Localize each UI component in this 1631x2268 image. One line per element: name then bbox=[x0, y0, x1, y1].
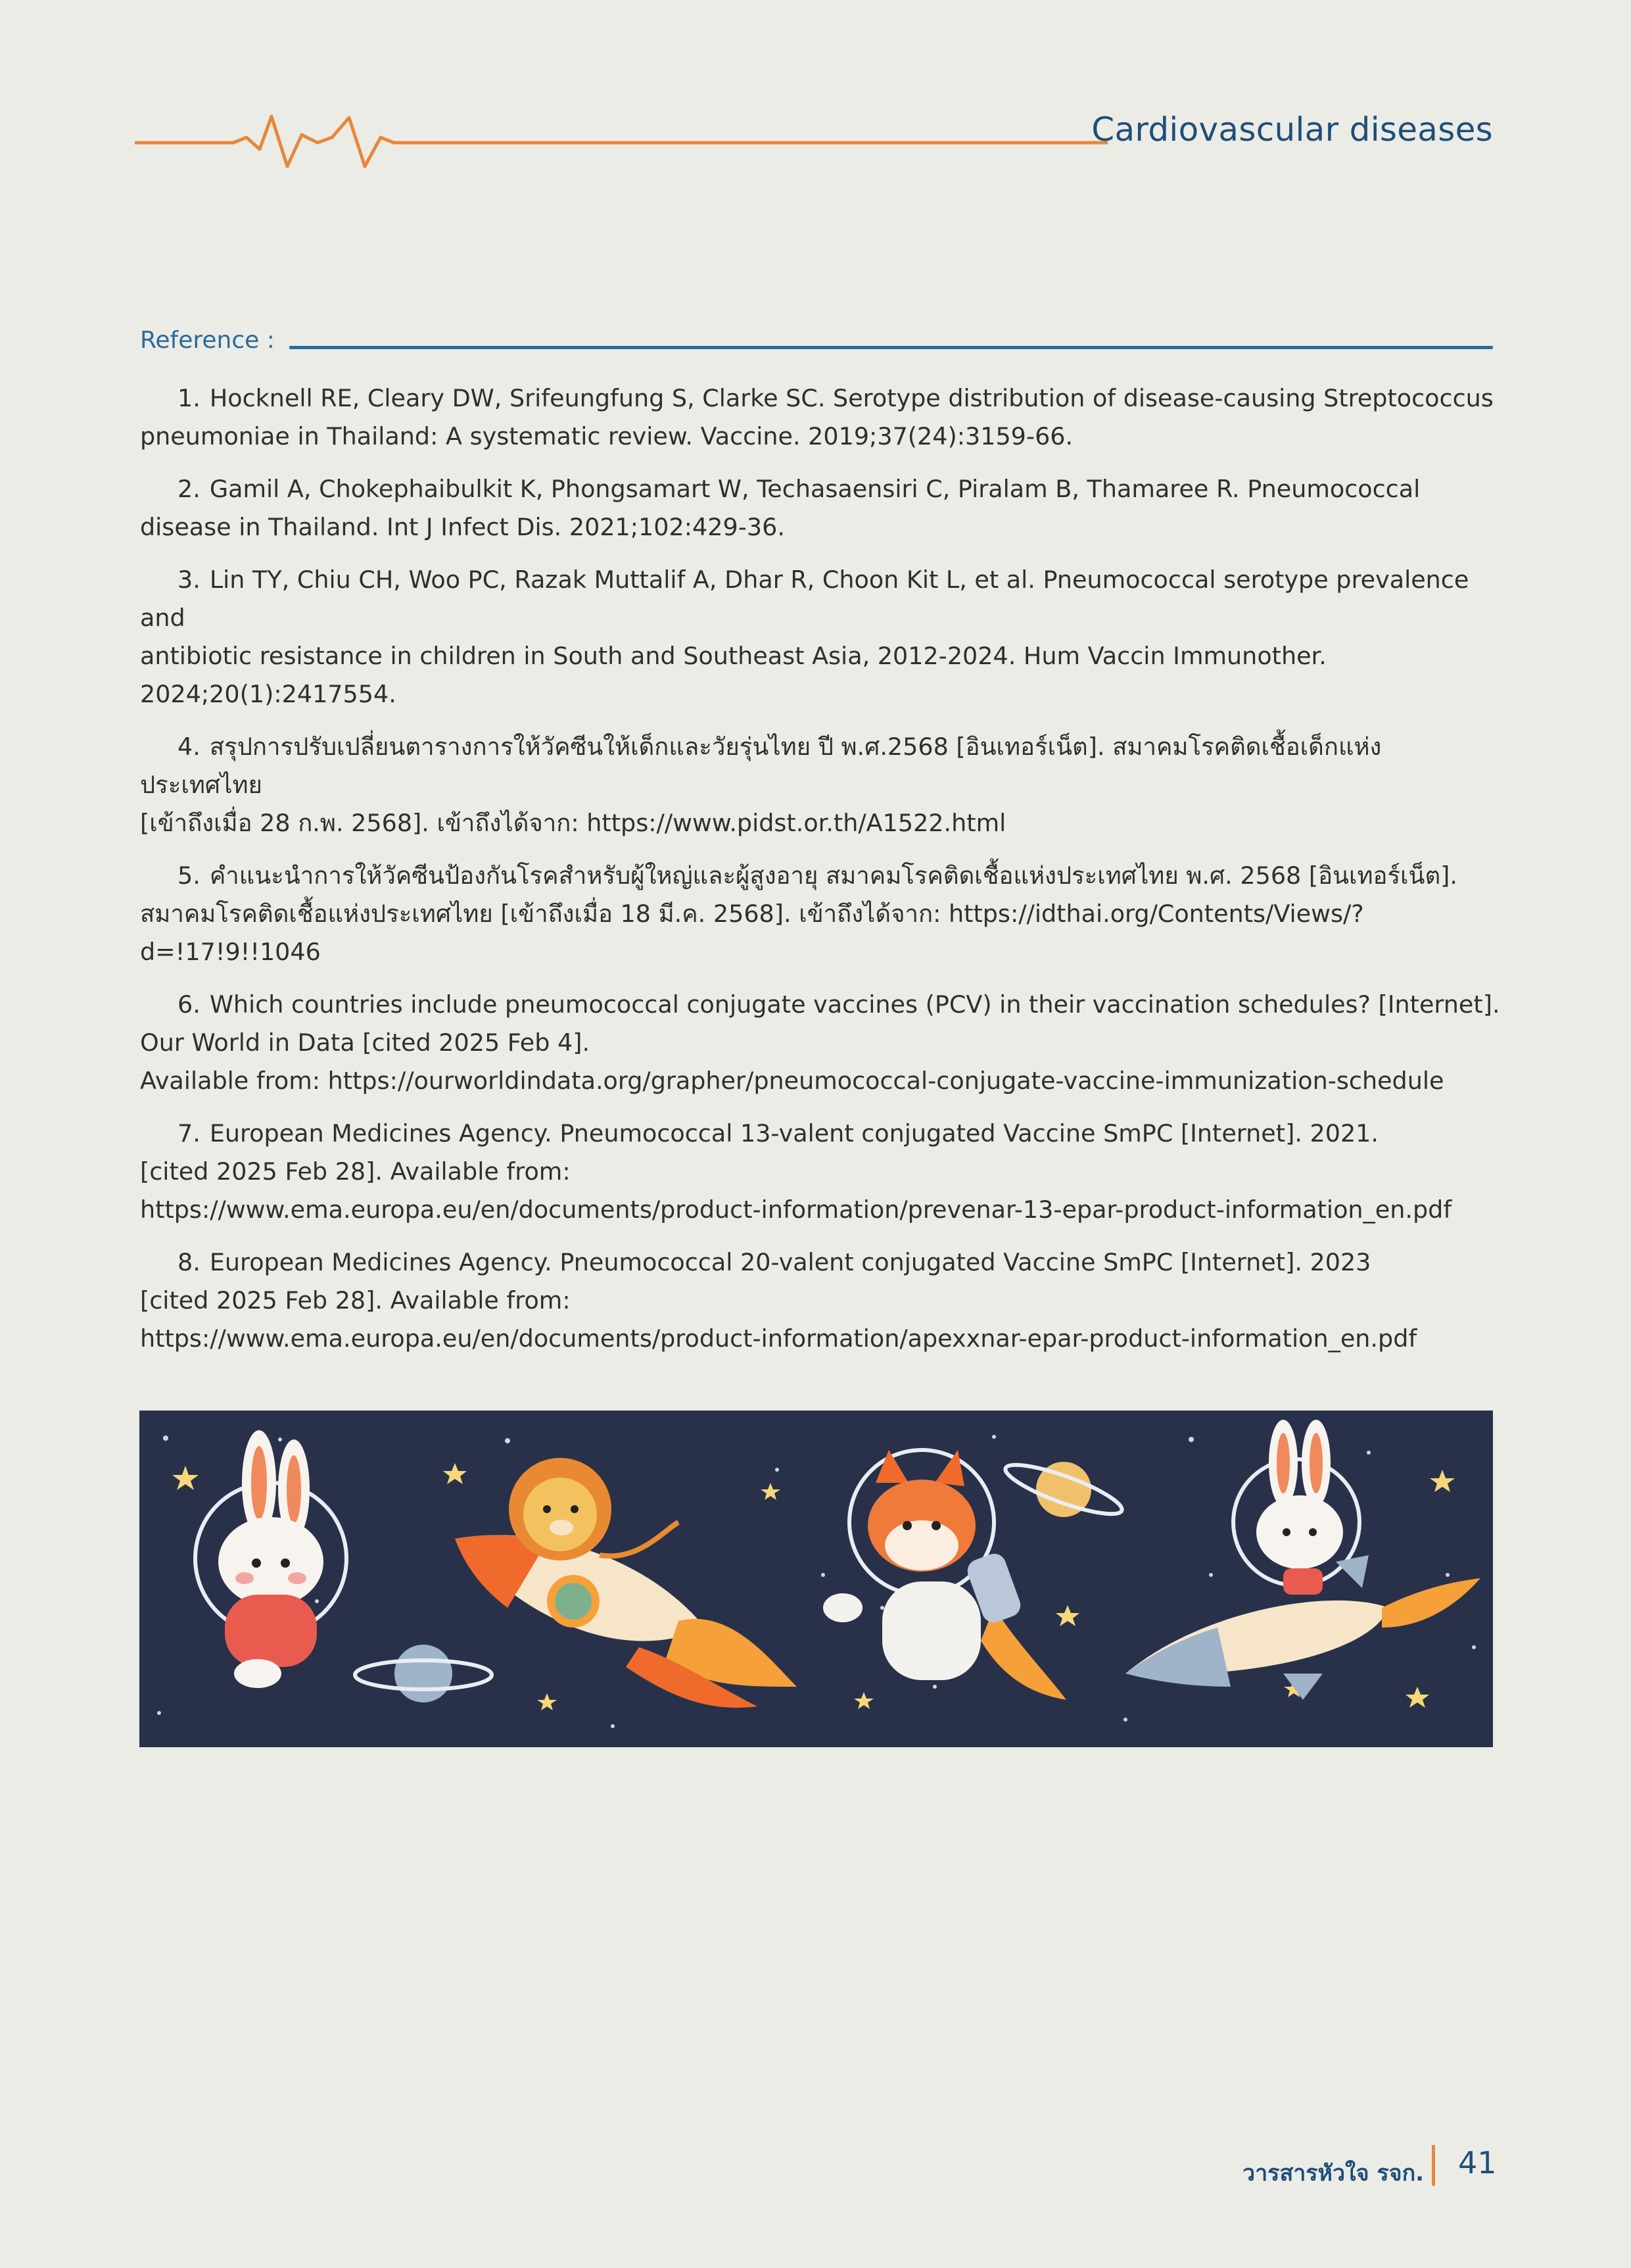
reference-list bbox=[140, 379, 1501, 1372]
space-animals-banner bbox=[139, 1411, 1493, 1747]
journal-name: วารสารหัวใจ รจก. bbox=[1242, 2160, 1425, 2186]
reference-item: 4. สรุปการปรับเปลี่ยนตารางการให้วัคซีนให้เด็กและวัยรุ่นไทย ปี พ.ศ.2568 [อินเทอร์เน็ต]. สมาคมโรคติดเชื้อเด็กแห่งประเทศไทย [เข้าถึงเมื่อ 28 ก.พ. 2568]. เข้าถึงได้จาก: https://www.pidst.or.th/A1522.html bbox=[140, 733, 1382, 837]
ecg-line-decoration bbox=[135, 109, 1108, 174]
footer-separator bbox=[1432, 2145, 1435, 2186]
reference-item: 2. Gamil A, Chokephaibulkit K, Phongsamart W, Techasaensiri C, Piralam B, Thamaree R. Pneumococcal disease in Thailand. Int J Infect Dis. 2021;102:429-36. bbox=[140, 475, 1421, 541]
reference-item: 7. European Medicines Agency. Pneumococcal 13-valent conjugated Vaccine SmPC [Internet]. 2021. [cited 2025 Feb 28]. Available from: https://www.ema.europa.eu/en/documents/product-information/prevenar-13-epar-product-information_en.pdf bbox=[140, 1119, 1452, 1224]
section-title: Cardiovascular diseases bbox=[1091, 110, 1493, 149]
reference-item: 6. Which countries include pneumococcal conjugate vaccines (PCV) in their vaccination schedules? [Internet]. Our World in Data [cited 2025 Feb 4]. Available from: https://ourworldindata.org/grapher/pneumococcal-conjugate-vaccine-immunization-schedule bbox=[140, 990, 1500, 1095]
reference-rule bbox=[289, 346, 1493, 349]
page-number: 41 bbox=[1458, 2145, 1497, 2181]
reference-item: 1. Hocknell RE, Cleary DW, Srifeungfung S, Clarke SC. Serotype distribution of disease-causing Streptococcus pneumoniae in Thailand: A systematic review. Vaccine. 2019;37(24):3159-66. bbox=[140, 384, 1494, 450]
reference-heading: Reference : bbox=[140, 327, 275, 354]
reference-item: 3. Lin TY, Chiu CH, Woo PC, Razak Muttalif A, Dhar R, Choon Kit L, et al. Pneumococcal serotype prevalence and antibiotic resistance in children in South and Southeast Asia, 2012-2024. Hum Vaccin Immunother. 2024;20(1):2417554. bbox=[140, 566, 1469, 708]
reference-item: 5. คำแนะนำการให้วัคซีนป้องกันโรคสำหรับผู้ใหญ่และผู้สูงอายุ สมาคมโรคติดเชื้อแห่งประเทศไทย พ.ศ. 2568 [อินเทอร์เน็ต]. สมาคมโรคติดเชื้อแห่งประเทศไทย [เข้าถึงเมื่อ 18 มี.ค. 2568]. เข้าถึงได้จาก: https://idthai.org/Contents/Views/?d=!17!9!!1046 bbox=[140, 861, 1458, 966]
reference-item: 8. European Medicines Agency. Pneumococcal 20-valent conjugated Vaccine SmPC [Internet]. 2023 [cited 2025 Feb 28]. Available from: https://www.ema.europa.eu/en/documents/product-information/apexxnar-epar-product-information_en.pdf bbox=[140, 1248, 1417, 1353]
